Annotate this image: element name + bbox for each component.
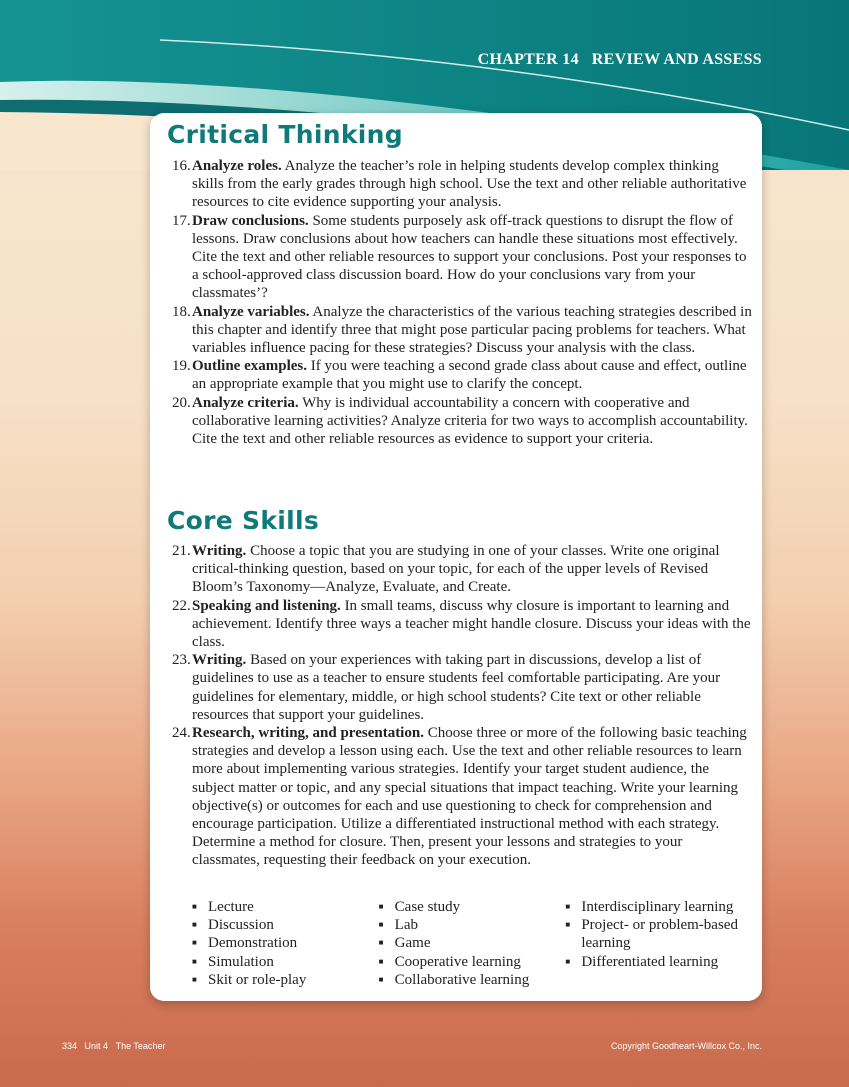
- item-number: 18.: [172, 303, 191, 320]
- item-lead: Analyze criteria.: [192, 394, 299, 411]
- item-body: Why is individual accountability a concern with cooperative and collaborative learning activities? Analyze criteria for two ways to accomplish accountability. Cite the text and other reliable resources as evidence to support your criteria.: [192, 394, 748, 448]
- bullet-item: [192, 934, 379, 952]
- item-text: [192, 542, 752, 597]
- list-item: [172, 357, 752, 393]
- bullet-text: Interdisciplinary learning: [581, 899, 734, 915]
- bullet-square-icon: ■: [565, 956, 571, 966]
- item-number: 21.: [172, 543, 191, 559]
- bullet-item: [192, 953, 379, 971]
- item-body: In small teams, discuss why closure is important to learning and achievement. Identify three ways a teacher might handle closure. Discuss your ideas with the class.: [192, 597, 751, 651]
- list-item: [172, 542, 752, 597]
- item-number: 22.: [172, 597, 191, 614]
- bullet-square-icon: ■: [378, 920, 384, 930]
- bullet-item: [565, 898, 752, 916]
- bullet-item: [379, 916, 566, 934]
- item-text: [192, 724, 752, 870]
- bullet-item: [379, 971, 566, 989]
- bullet-column: [565, 898, 752, 989]
- bullet-item: [379, 898, 566, 916]
- item-lead: Outline examples.: [192, 358, 307, 375]
- item-number: 19.: [172, 358, 191, 375]
- bullet-square-icon: ■: [192, 920, 197, 930]
- list-item: [172, 303, 752, 358]
- bullet-square-icon: ■: [378, 956, 384, 966]
- bullet-text: Cooperative learning: [394, 953, 521, 970]
- item-lead: Writing.: [192, 652, 247, 669]
- item-body: Some students purposely ask off-track questions to disrupt the flow of lessons. Draw conclusions about how teachers can handle these situations most effectively. Cite the text and other reliable resources to support your conclusions. Post your responses to a school-approved class discussion board. How do your conclusions vary from your classmates’?: [192, 212, 747, 302]
- bullet-text: Lab: [394, 917, 418, 934]
- item-text: [192, 394, 752, 449]
- item-lead: Speaking and listening.: [192, 597, 341, 614]
- item-text: [192, 597, 752, 652]
- item-body: Choose a topic that you are studying in one of your classes. Write one original critical-thinking question, based on your topic, for each of the upper levels of Revised Bloom’s Taxonomy—Analyze, Evaluate, and Create.: [192, 543, 720, 596]
- bullet-text: Project- or problem-based learning: [581, 917, 738, 952]
- bullet-square-icon: ■: [192, 956, 197, 966]
- bullet-text: Game: [394, 935, 431, 952]
- item-lead: Draw conclusions.: [192, 212, 309, 229]
- item-body: Choose three or more of the following basic teaching strategies and develop a lesson using each. Use the text and other reliable resources to learn more about implementing various strategies. Identify your target student audience, the subject matter or topic, and any special situations that impact teaching. Write your learning objective(s) or outcomes for each and use questioning to check for comprehension and encourage participation. Utilize a differentiated instructional method with each strategy. Determine a method for closure. Then, present your lessons and strategies to your classmates, requesting their feedback on your execution.: [192, 725, 747, 869]
- bullet-text: Skit or role-play: [208, 971, 307, 988]
- bullet-square-icon: ■: [192, 974, 197, 984]
- item-number: 17.: [172, 212, 191, 229]
- item-text: [192, 357, 752, 393]
- bullet-column: [379, 898, 566, 989]
- item-text: [192, 212, 752, 303]
- item-number: 16.: [172, 158, 191, 174]
- bullet-square-icon: ■: [378, 902, 384, 911]
- item-body: Based on your experiences with taking part in discussions, develop a list of guidelines to use as a teacher to ensure students feel comfortable participating. Are your guidelines for elementary, middle, or high school students? Cite text or other reliable resources that support your guidelines.: [192, 652, 721, 723]
- bullet-item: [379, 953, 566, 971]
- bullet-square-icon: ■: [192, 902, 197, 911]
- strategy-bullet-list: [192, 898, 752, 989]
- list-item: [172, 597, 752, 652]
- section-title-core-skills: Core Skills: [167, 506, 320, 535]
- page-number: 334: [62, 1041, 78, 1051]
- bullet-text: Collaborative learning: [394, 971, 530, 988]
- item-number: 24.: [172, 725, 191, 742]
- list-item: [172, 212, 752, 303]
- bullet-item: [565, 916, 752, 952]
- bullet-text: Demonstration: [208, 935, 298, 952]
- list-item: [172, 394, 752, 449]
- item-body: Analyze the teacher’s role in helping students develop complex thinking skills from the early grades through high school. Use the text and other reliable authoritative resources to cite evidence supporting your analysis.: [192, 158, 747, 211]
- core-skills-list: [172, 542, 752, 870]
- bullet-square-icon: ■: [192, 938, 197, 948]
- bullet-text: Simulation: [208, 953, 274, 970]
- item-number: 23.: [172, 652, 191, 669]
- bullet-item: [565, 953, 752, 971]
- item-number: 20.: [172, 394, 191, 411]
- item-lead: Writing.: [192, 543, 247, 559]
- unit-title: The Teacher: [115, 1041, 166, 1051]
- bullet-text: Discussion: [208, 917, 274, 934]
- bullet-square-icon: ■: [565, 902, 571, 911]
- bullet-square-icon: ■: [565, 920, 571, 930]
- item-text: [192, 303, 752, 358]
- item-text: [192, 157, 752, 212]
- list-item: [172, 651, 752, 724]
- bullet-column: [192, 898, 379, 989]
- bullet-text: Lecture: [208, 899, 254, 915]
- bullet-text: Case study: [394, 899, 461, 915]
- item-lead: Analyze variables.: [192, 303, 310, 320]
- item-body: Analyze the characteristics of the various teaching strategies described in this chapter and identify three that might pose particular pacing problems for teachers. What variables influence pacing for these strategies? Discuss your analysis with the class.: [192, 303, 752, 357]
- bullet-item: [192, 971, 379, 989]
- section-title-critical-thinking: Critical Thinking: [167, 120, 403, 149]
- critical-thinking-list: [172, 157, 752, 448]
- bullet-item: [192, 916, 379, 934]
- chapter-header: CHAPTER 14 REVIEW AND ASSESS: [477, 51, 762, 68]
- item-lead: Analyze roles.: [192, 158, 282, 174]
- footer-page-info: [62, 1041, 165, 1051]
- copyright: Copyright Goodheart-Willcox Co., Inc.: [610, 1041, 762, 1051]
- list-item: [172, 724, 752, 870]
- list-item: [172, 157, 752, 212]
- bullet-item: [379, 934, 566, 952]
- bullet-text: Differentiated learning: [581, 953, 719, 970]
- bullet-square-icon: ■: [378, 974, 384, 984]
- bullet-item: [192, 898, 379, 916]
- item-body: If you were teaching a second grade class about cause and effect, outline an appropriate example that you might use to clarify the concept.: [192, 358, 747, 393]
- item-text: [192, 651, 752, 724]
- bullet-square-icon: ■: [378, 938, 384, 948]
- unit-label: Unit 4: [84, 1041, 109, 1051]
- item-lead: Research, writing, and presentation.: [192, 725, 424, 742]
